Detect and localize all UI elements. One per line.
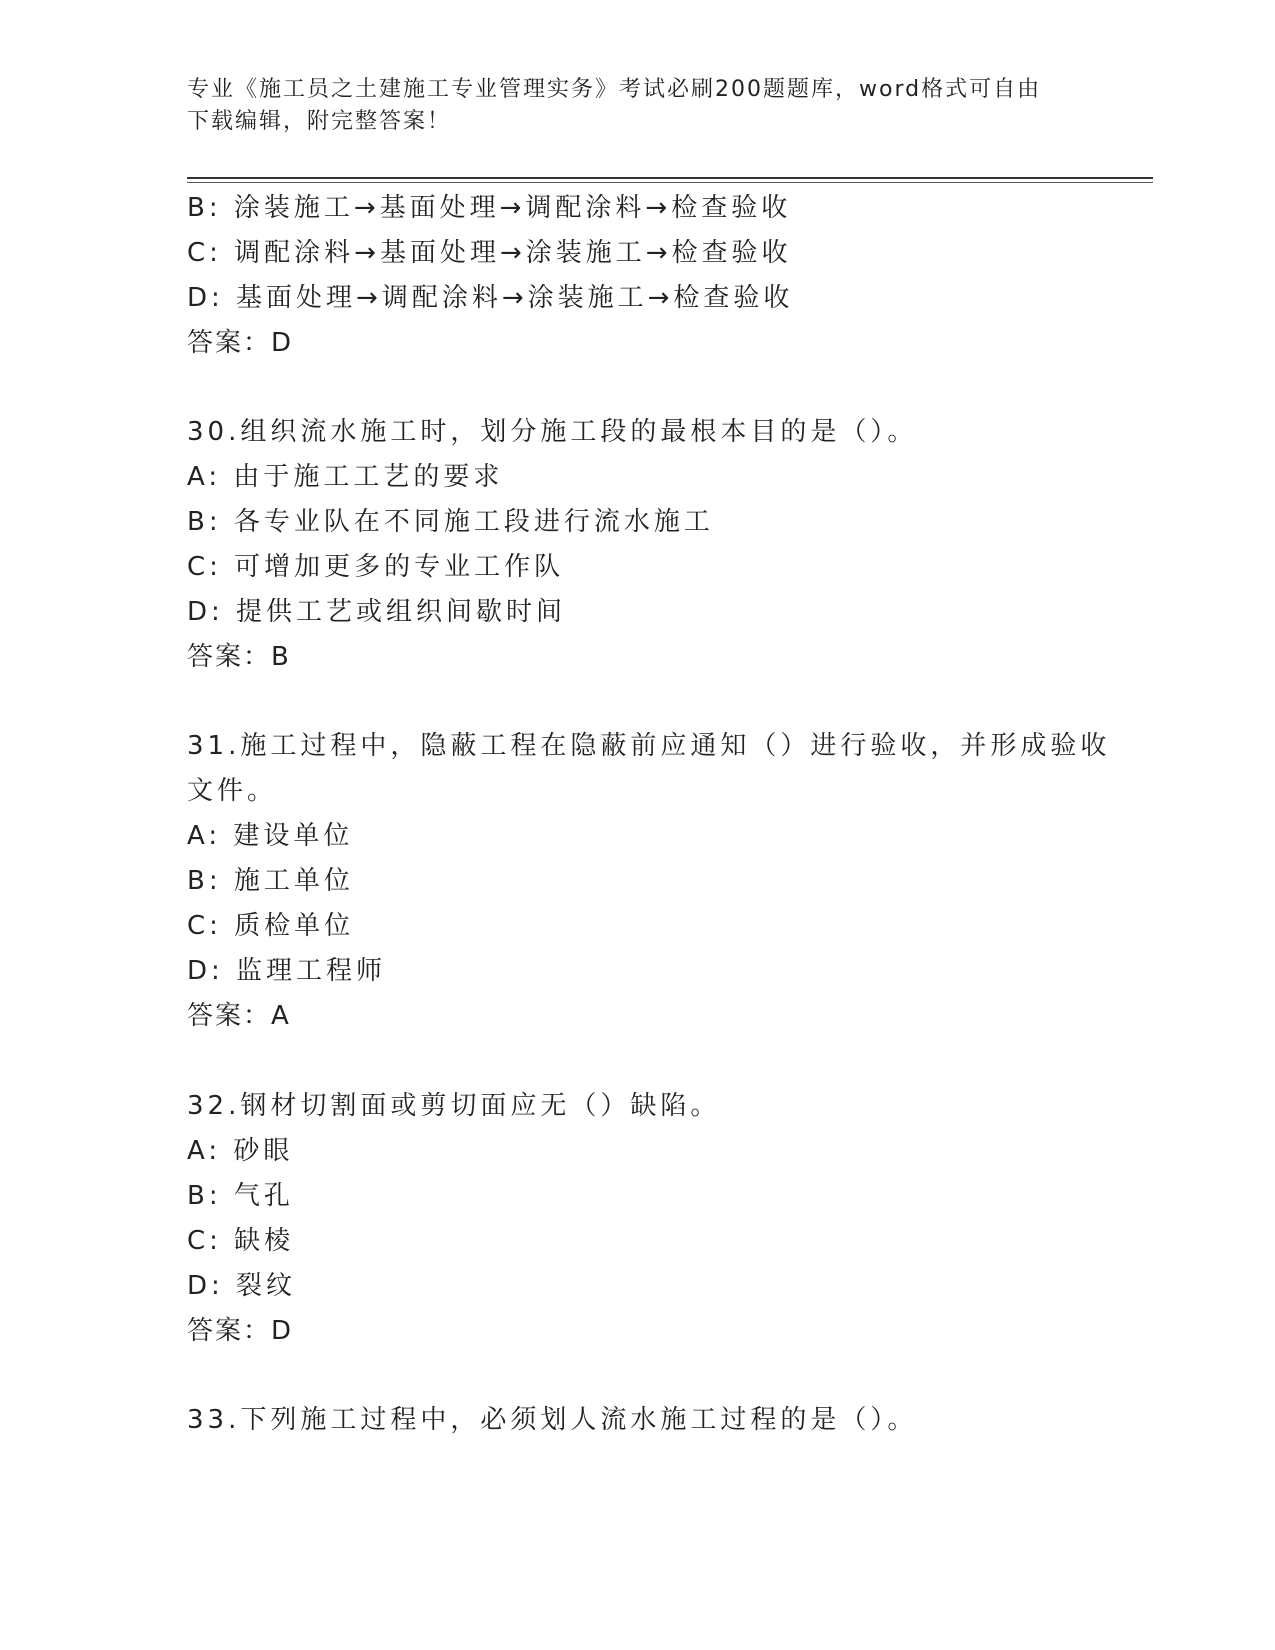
q31-option-a: A: 建设单位 [187, 821, 354, 851]
q31-option-c: C: 质检单位 [187, 911, 355, 941]
q30-answer: 答案：B [187, 642, 291, 672]
q32-question: 32.钢材切割面或剪切面应无（）缺陷。 [187, 1091, 721, 1121]
q30-question: 30.组织流水施工时，划分施工段的最根本目的是（）。 [187, 417, 918, 447]
q29-answer: 答案：D [187, 328, 294, 358]
q31-question-line-2: 文件。 [187, 776, 278, 806]
q31-answer: 答案：A [187, 1001, 291, 1031]
q30-option-a: A: 由于施工工艺的要求 [187, 462, 504, 492]
q32-answer: 答案：D [187, 1316, 294, 1346]
document-header [187, 74, 1067, 138]
header-divider-thin [187, 182, 1153, 183]
q29-option-d: D: 基面处理→调配涂料→涂装施工→检查验收 [187, 283, 794, 313]
q31-option-d: D: 监理工程师 [187, 956, 387, 986]
q32-option-c: C: 缺棱 [187, 1226, 295, 1256]
q31-option-b: B: 施工单位 [187, 866, 354, 896]
header-line-1: 专业《施工员之土建施工专业管理实务》考试必刷200题题库，word格式可自由 [187, 77, 1042, 102]
header-line-2: 下载编辑，附完整答案！ [187, 109, 452, 134]
q30-option-c: C: 可增加更多的专业工作队 [187, 552, 565, 582]
q32-option-d: D: 裂纹 [187, 1271, 297, 1301]
q31-question-line-1: 31.施工过程中，隐蔽工程在隐蔽前应通知（）进行验收，并形成验收 [187, 731, 1111, 761]
q32-option-a: A: 砂眼 [187, 1136, 294, 1166]
q29-option-b: B: 涂装施工→基面处理→调配涂料→检查验收 [187, 193, 792, 223]
q30-option-b: B: 各专业队在不同施工段进行流水施工 [187, 507, 714, 537]
q29-option-c: C: 调配涂料→基面处理→涂装施工→检查验收 [187, 238, 792, 268]
q30-option-d: D: 提供工艺或组织间歇时间 [187, 597, 567, 627]
header-divider-thick [187, 177, 1153, 179]
q33-question: 33.下列施工过程中，必须划人流水施工过程的是（）。 [187, 1405, 918, 1435]
q32-option-b: B: 气孔 [187, 1181, 294, 1211]
